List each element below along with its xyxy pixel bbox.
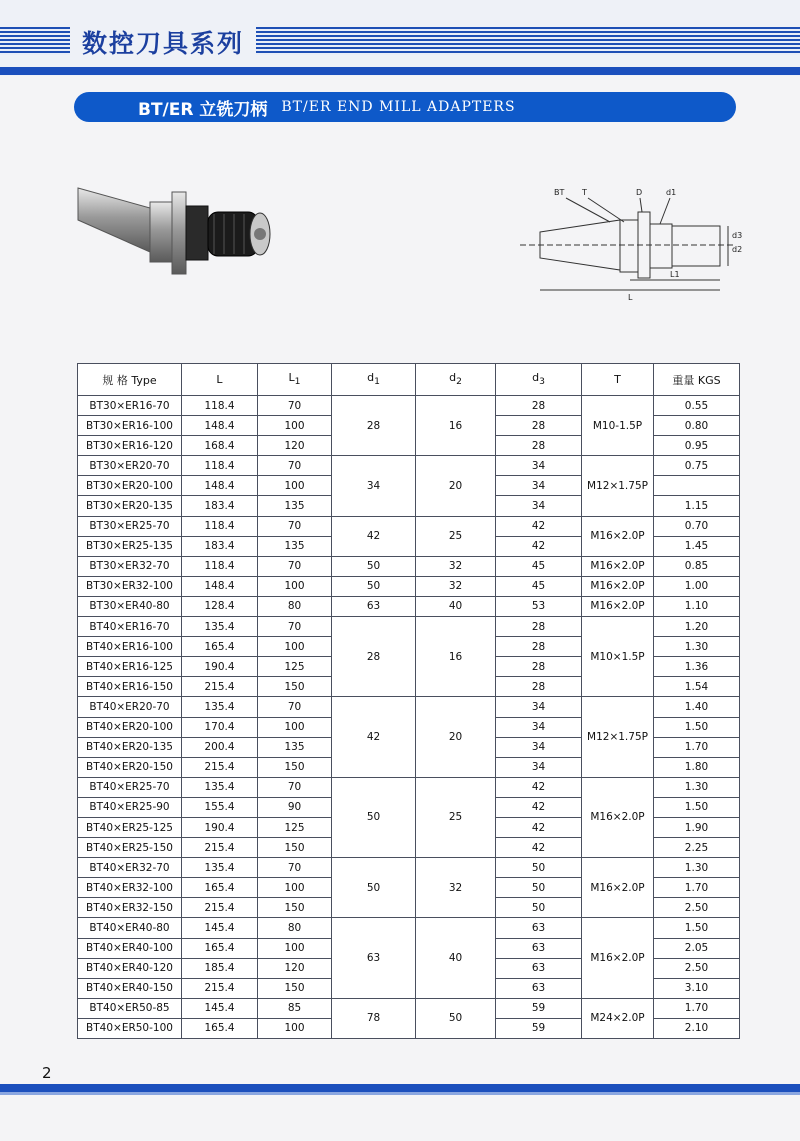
cell-t: M16×2.0P (582, 596, 654, 616)
cell-weight: 1.50 (654, 797, 740, 817)
cell-d2: 16 (416, 396, 496, 456)
cell-l1: 125 (258, 817, 332, 837)
cell-l1: 100 (258, 717, 332, 737)
cell-type: BT40×ER20-100 (78, 717, 182, 737)
cell-d1: 50 (332, 576, 416, 596)
cell-weight: 1.70 (654, 998, 740, 1018)
cell-d1: 28 (332, 617, 416, 697)
cell-l1: 135 (258, 737, 332, 757)
cell-l: 165.4 (182, 878, 258, 898)
cell-type: BT40×ER32-70 (78, 858, 182, 878)
table-row (78, 456, 740, 476)
cell-d1: 78 (332, 998, 416, 1038)
cell-weight: 1.70 (654, 878, 740, 898)
col-weight: 重量 KGS (654, 364, 740, 396)
cell-t: M16×2.0P (582, 556, 654, 576)
cell-d3: 42 (496, 777, 582, 797)
cell-weight: 0.85 (654, 556, 740, 576)
cell-weight: 1.10 (654, 596, 740, 616)
cell-type: BT30×ER20-135 (78, 496, 182, 516)
cell-type: BT40×ER32-150 (78, 898, 182, 918)
cell-d1: 63 (332, 918, 416, 998)
cell-l1: 100 (258, 1018, 332, 1038)
cell-l: 215.4 (182, 898, 258, 918)
cell-l1: 120 (258, 958, 332, 978)
col-l1: $L_1$ (258, 364, 332, 396)
cell-type: BT30×ER16-120 (78, 436, 182, 456)
label-l1: L1 (670, 270, 680, 279)
cell-weight: 1.30 (654, 777, 740, 797)
table-row (78, 998, 740, 1018)
cell-l: 183.4 (182, 536, 258, 556)
page-number: 2 (42, 1064, 52, 1082)
cell-weight: 2.25 (654, 838, 740, 858)
table-header-row (78, 364, 740, 396)
cell-type: BT30×ER25-70 (78, 516, 182, 536)
cell-weight: 1.30 (654, 637, 740, 657)
cell-l1: 70 (258, 396, 332, 416)
cell-weight: 1.20 (654, 617, 740, 637)
cell-l: 145.4 (182, 918, 258, 938)
cell-type: BT40×ER50-85 (78, 998, 182, 1018)
cell-weight: 1.30 (654, 858, 740, 878)
cell-d3: 28 (496, 416, 582, 436)
cell-d3: 59 (496, 1018, 582, 1038)
cell-weight: 0.55 (654, 396, 740, 416)
cell-l1: 100 (258, 938, 332, 958)
cell-t: M24×2.0P (582, 998, 654, 1038)
table-row (78, 576, 740, 596)
cell-l1: 150 (258, 677, 332, 697)
cell-l1: 80 (258, 596, 332, 616)
col-type: 规 格 Type (78, 364, 182, 396)
cell-d3: 34 (496, 737, 582, 757)
cell-l1: 70 (258, 617, 332, 637)
cell-l1: 70 (258, 697, 332, 717)
label-l: L (628, 293, 633, 302)
cell-d3: 28 (496, 657, 582, 677)
cell-type: BT30×ER20-100 (78, 476, 182, 496)
cell-weight: 0.75 (654, 456, 740, 476)
cell-weight: 1.50 (654, 717, 740, 737)
cell-type: BT40×ER50-100 (78, 1018, 182, 1038)
cell-d3: 34 (496, 456, 582, 476)
cell-l1: 70 (258, 858, 332, 878)
cell-type: BT40×ER16-150 (78, 677, 182, 697)
table-row (78, 918, 740, 938)
section-title-en: BT/ER END MILL ADAPTERS (281, 99, 516, 115)
series-title-box (70, 24, 256, 60)
cell-d3: 63 (496, 958, 582, 978)
label-d3: d3 (732, 231, 743, 240)
cell-d3: 63 (496, 918, 582, 938)
cell-type: BT30×ER16-70 (78, 396, 182, 416)
cell-d3: 42 (496, 838, 582, 858)
cell-l1: 135 (258, 536, 332, 556)
series-title: 数控刀具系列 (82, 29, 245, 58)
cell-d3: 63 (496, 978, 582, 998)
cell-weight: 2.05 (654, 938, 740, 958)
cell-d1: 63 (332, 596, 416, 616)
cell-weight: 1.50 (654, 918, 740, 938)
cell-l1: 100 (258, 416, 332, 436)
cell-d1: 42 (332, 697, 416, 777)
cell-d2: 20 (416, 697, 496, 777)
cell-d1: 34 (332, 456, 416, 516)
cell-d3: 50 (496, 898, 582, 918)
cell-type: BT40×ER40-150 (78, 978, 182, 998)
cell-weight: 1.90 (654, 817, 740, 837)
cell-weight: 3.10 (654, 978, 740, 998)
section-banner (74, 92, 736, 122)
cell-weight: 1.80 (654, 757, 740, 777)
cell-d3: 63 (496, 938, 582, 958)
cell-type: BT40×ER20-150 (78, 757, 182, 777)
cell-l1: 70 (258, 556, 332, 576)
footer-rule-light (0, 1092, 800, 1095)
cell-type: BT40×ER25-90 (78, 797, 182, 817)
cell-l: 190.4 (182, 657, 258, 677)
cell-l: 215.4 (182, 978, 258, 998)
product-photo (70, 180, 300, 290)
cell-d2: 50 (416, 998, 496, 1038)
table-row (78, 858, 740, 878)
col-t: T (582, 364, 654, 396)
cell-d3: 50 (496, 858, 582, 878)
cell-l1: 70 (258, 777, 332, 797)
cell-type: BT40×ER25-125 (78, 817, 182, 837)
cell-l: 215.4 (182, 838, 258, 858)
cell-d3: 28 (496, 396, 582, 416)
cell-t: M10-1.5P (582, 396, 654, 456)
technical-diagram (510, 180, 760, 320)
cell-l: 135.4 (182, 858, 258, 878)
cell-l: 168.4 (182, 436, 258, 456)
section-title-cn: BT/ER 立铣刀柄 (138, 99, 268, 120)
label-d2: d2 (732, 245, 743, 254)
cell-l: 135.4 (182, 617, 258, 637)
cell-l1: 135 (258, 496, 332, 516)
cell-d2: 25 (416, 516, 496, 556)
cell-l1: 70 (258, 456, 332, 476)
cell-weight: 1.00 (654, 576, 740, 596)
label-d1: d1 (666, 188, 677, 197)
cell-weight: 1.45 (654, 536, 740, 556)
cell-d3: 28 (496, 637, 582, 657)
cell-l: 145.4 (182, 998, 258, 1018)
cell-l: 165.4 (182, 938, 258, 958)
cell-d2: 25 (416, 777, 496, 857)
cell-d1: 50 (332, 556, 416, 576)
cell-l1: 100 (258, 637, 332, 657)
cell-d2: 16 (416, 617, 496, 697)
cell-l1: 150 (258, 838, 332, 858)
table-body (78, 396, 740, 1039)
cell-weight: 2.50 (654, 958, 740, 978)
cell-type: BT40×ER16-100 (78, 637, 182, 657)
cell-type: BT40×ER32-100 (78, 878, 182, 898)
cell-t: M16×2.0P (582, 777, 654, 857)
cell-d3: 42 (496, 797, 582, 817)
cell-type: BT30×ER32-100 (78, 576, 182, 596)
cell-t: M16×2.0P (582, 516, 654, 556)
cell-l: 200.4 (182, 737, 258, 757)
cell-t: M12×1.75P (582, 456, 654, 516)
cell-type: BT40×ER40-80 (78, 918, 182, 938)
cell-d3: 50 (496, 878, 582, 898)
cell-d2: 40 (416, 918, 496, 998)
cell-d3: 42 (496, 536, 582, 556)
cell-type: BT30×ER25-135 (78, 536, 182, 556)
cell-l1: 100 (258, 878, 332, 898)
table-row (78, 617, 740, 637)
cell-l1: 100 (258, 476, 332, 496)
cell-l: 165.4 (182, 1018, 258, 1038)
header-rule (0, 67, 800, 75)
cell-l: 190.4 (182, 817, 258, 837)
cell-d3: 53 (496, 596, 582, 616)
cell-d3: 28 (496, 677, 582, 697)
cell-d3: 34 (496, 496, 582, 516)
cell-d3: 34 (496, 697, 582, 717)
cell-l1: 70 (258, 516, 332, 536)
table-row (78, 396, 740, 416)
cell-type: BT30×ER40-80 (78, 596, 182, 616)
cell-weight (654, 476, 740, 496)
cell-l: 148.4 (182, 476, 258, 496)
label-d: D (636, 188, 643, 197)
cell-l1: 90 (258, 797, 332, 817)
cell-l: 118.4 (182, 556, 258, 576)
cell-t: M16×2.0P (582, 576, 654, 596)
cell-weight: 0.95 (654, 436, 740, 456)
cell-weight: 1.15 (654, 496, 740, 516)
cell-d1: 50 (332, 777, 416, 857)
cell-weight: 1.40 (654, 697, 740, 717)
col-d3: $d_3$ (496, 364, 582, 396)
cell-d3: 42 (496, 817, 582, 837)
cell-type: BT30×ER16-100 (78, 416, 182, 436)
cell-l1: 125 (258, 657, 332, 677)
cell-type: BT40×ER25-150 (78, 838, 182, 858)
cell-l: 118.4 (182, 396, 258, 416)
cell-l: 135.4 (182, 697, 258, 717)
label-bt: BT (554, 188, 565, 197)
cell-l: 215.4 (182, 757, 258, 777)
footer-rule (0, 1084, 800, 1092)
cell-l: 118.4 (182, 516, 258, 536)
cell-type: BT40×ER25-70 (78, 777, 182, 797)
cell-type: BT30×ER20-70 (78, 456, 182, 476)
cell-l: 165.4 (182, 637, 258, 657)
cell-d3: 34 (496, 476, 582, 496)
cell-d3: 59 (496, 998, 582, 1018)
cell-t: M10×1.5P (582, 617, 654, 697)
cell-l1: 80 (258, 918, 332, 938)
cell-d3: 45 (496, 556, 582, 576)
cell-l1: 150 (258, 757, 332, 777)
cell-d1: 50 (332, 858, 416, 918)
cell-type: BT40×ER40-100 (78, 938, 182, 958)
cell-l1: 150 (258, 978, 332, 998)
cell-weight: 0.70 (654, 516, 740, 536)
col-d2: $d_2$ (416, 364, 496, 396)
cell-l: 170.4 (182, 717, 258, 737)
cell-l: 118.4 (182, 456, 258, 476)
cell-type: BT40×ER40-120 (78, 958, 182, 978)
cell-d2: 32 (416, 556, 496, 576)
table-row (78, 697, 740, 717)
cell-l: 185.4 (182, 958, 258, 978)
cell-d2: 40 (416, 596, 496, 616)
cell-d3: 42 (496, 516, 582, 536)
label-t: T (582, 188, 587, 197)
table-row (78, 596, 740, 616)
cell-d2: 32 (416, 576, 496, 596)
cell-weight: 1.54 (654, 677, 740, 697)
cell-type: BT40×ER16-125 (78, 657, 182, 677)
cell-d2: 20 (416, 456, 496, 516)
col-l: L (182, 364, 258, 396)
cell-l: 148.4 (182, 416, 258, 436)
cell-type: BT30×ER32-70 (78, 556, 182, 576)
cell-type: BT40×ER20-70 (78, 697, 182, 717)
cell-l: 183.4 (182, 496, 258, 516)
cell-d3: 28 (496, 436, 582, 456)
cell-l: 128.4 (182, 596, 258, 616)
cell-type: BT40×ER20-135 (78, 737, 182, 757)
cell-weight: 1.36 (654, 657, 740, 677)
cell-t: M16×2.0P (582, 858, 654, 918)
cell-d1: 28 (332, 396, 416, 456)
cell-weight: 2.50 (654, 898, 740, 918)
cell-weight: 0.80 (654, 416, 740, 436)
cell-t: M16×2.0P (582, 918, 654, 998)
table-row (78, 777, 740, 797)
table-row (78, 556, 740, 576)
cell-d3: 45 (496, 576, 582, 596)
cell-l: 135.4 (182, 777, 258, 797)
cell-t: M12×1.75P (582, 697, 654, 777)
cell-l1: 120 (258, 436, 332, 456)
cell-l: 155.4 (182, 797, 258, 817)
col-d1: $d_1$ (332, 364, 416, 396)
spec-table (77, 363, 740, 1039)
cell-l1: 150 (258, 898, 332, 918)
cell-d2: 32 (416, 858, 496, 918)
cell-d3: 34 (496, 757, 582, 777)
cell-d1: 42 (332, 516, 416, 556)
cell-l1: 85 (258, 998, 332, 1018)
cell-l1: 100 (258, 576, 332, 596)
cell-type: BT40×ER16-70 (78, 617, 182, 637)
table-row (78, 516, 740, 536)
cell-weight: 1.70 (654, 737, 740, 757)
cell-l: 148.4 (182, 576, 258, 596)
cell-d3: 34 (496, 717, 582, 737)
cell-weight: 2.10 (654, 1018, 740, 1038)
cell-d3: 28 (496, 617, 582, 637)
cell-l: 215.4 (182, 677, 258, 697)
